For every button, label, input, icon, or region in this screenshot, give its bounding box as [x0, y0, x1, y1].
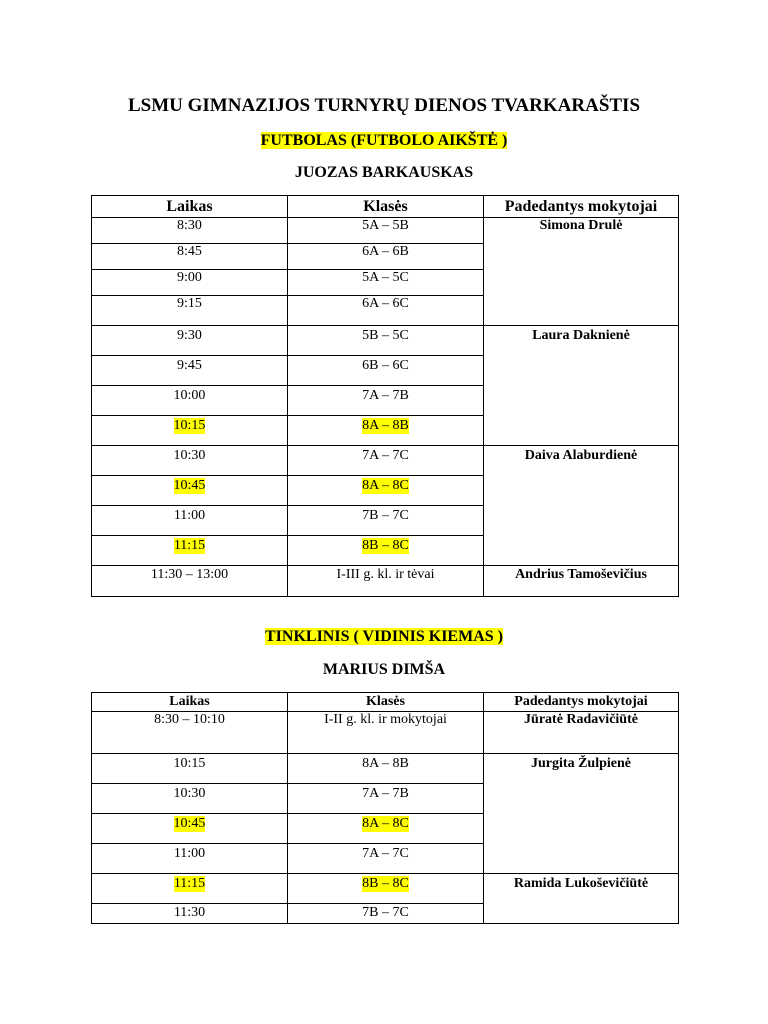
header-teachers: Padedantys mokytojai — [484, 196, 679, 218]
table-row — [92, 326, 679, 356]
teacher-cell: Simona Drulė — [484, 218, 679, 326]
table-header-row — [92, 196, 679, 218]
table-row — [92, 218, 679, 244]
header-classes: Klasės — [288, 693, 484, 712]
section2-coordinator: MARIUS DIMŠA — [322, 661, 446, 678]
classes-cell: 6B – 6C — [288, 356, 484, 386]
table-row — [92, 874, 679, 904]
classes-cell: 5B – 5C — [288, 326, 484, 356]
classes-cell: 7A – 7B — [288, 784, 484, 814]
time-cell: 11:15 — [92, 536, 288, 566]
time-cell: 9:45 — [92, 356, 288, 386]
time-cell: 11:15 — [92, 874, 288, 904]
time-cell: 9:15 — [92, 296, 288, 326]
table-row — [92, 712, 679, 754]
section2-heading: TINKLINIS ( VIDINIS KIEMAS ) — [265, 628, 503, 645]
time-cell: 9:30 — [92, 326, 288, 356]
classes-cell: 8A – 8B — [288, 754, 484, 784]
time-cell: 9:00 — [92, 270, 288, 296]
time-cell: 11:30 — [92, 904, 288, 924]
classes-cell: 5A – 5C — [288, 270, 484, 296]
teacher-cell: Laura Daknienė — [484, 326, 679, 446]
header-time: Laikas — [92, 196, 288, 218]
classes-cell: 8A – 8C — [288, 814, 484, 844]
classes-cell: 8A – 8C — [288, 476, 484, 506]
time-cell: 10:15 — [92, 416, 288, 446]
section1-heading-wrap — [0, 131, 768, 151]
classes-cell: 7A – 7C — [288, 844, 484, 874]
time-cell: 8:45 — [92, 244, 288, 270]
classes-cell: 8B – 8C — [288, 874, 484, 904]
table-row — [92, 566, 679, 597]
header-teachers: Padedantys mokytojai — [484, 693, 679, 712]
teacher-cell: Jurgita Žulpienė — [484, 754, 679, 874]
classes-cell: 5A – 5B — [288, 218, 484, 244]
time-cell: 10:00 — [92, 386, 288, 416]
time-cell: 11:30 – 13:00 — [92, 566, 288, 597]
time-cell: 11:00 — [92, 844, 288, 874]
classes-cell: I-III g. kl. ir tėvai — [288, 566, 484, 597]
classes-cell: 7A – 7B — [288, 386, 484, 416]
volleyball-schedule-table — [91, 692, 679, 924]
classes-cell: 7B – 7C — [288, 904, 484, 924]
table-row — [92, 446, 679, 476]
classes-cell: 6A – 6B — [288, 244, 484, 270]
time-cell: 11:00 — [92, 506, 288, 536]
time-cell: 10:30 — [92, 784, 288, 814]
page-title: LSMU GIMNAZIJOS TURNYRŲ DIENOS TVARKARAŠTIS — [127, 95, 641, 116]
section2-heading-wrap — [0, 627, 768, 647]
classes-cell: 8A – 8B — [288, 416, 484, 446]
section1-coordinator: JUOZAS BARKAUSKAS — [294, 164, 474, 181]
table-header-row — [92, 693, 679, 712]
table-row — [92, 754, 679, 784]
football-schedule-table — [91, 195, 679, 597]
time-cell: 10:45 — [92, 814, 288, 844]
classes-cell: 8B – 8C — [288, 536, 484, 566]
classes-cell: 6A – 6C — [288, 296, 484, 326]
teacher-cell: Andrius Tamoševičius — [484, 566, 679, 597]
section1-heading: FUTBOLAS (FUTBOLO AIKŠTĖ ) — [260, 132, 508, 149]
time-cell: 8:30 — [92, 218, 288, 244]
time-cell: 10:30 — [92, 446, 288, 476]
header-classes: Klasės — [288, 196, 484, 218]
time-cell: 10:45 — [92, 476, 288, 506]
teacher-cell: Daiva Alaburdienė — [484, 446, 679, 566]
classes-cell: 7B – 7C — [288, 506, 484, 536]
teacher-cell: Ramida Lukoševičiūtė — [484, 874, 679, 924]
classes-cell: I-II g. kl. ir mokytojai — [288, 712, 484, 754]
time-cell: 8:30 – 10:10 — [92, 712, 288, 754]
teacher-cell: Jūratė Radavičiūtė — [484, 712, 679, 754]
header-time: Laikas — [92, 693, 288, 712]
time-cell: 10:15 — [92, 754, 288, 784]
classes-cell: 7A – 7C — [288, 446, 484, 476]
